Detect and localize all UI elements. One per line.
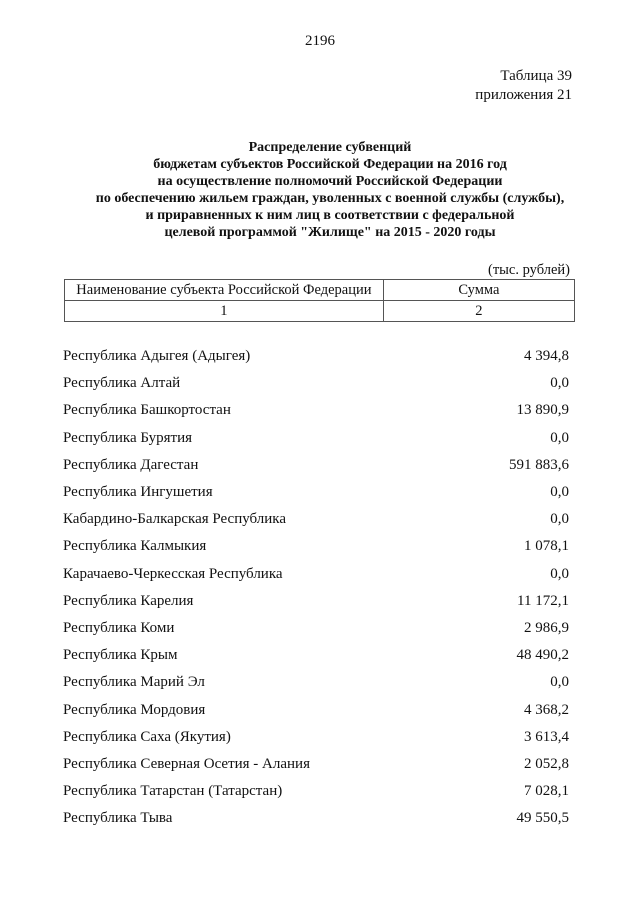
units-label: (тыс. рублей) <box>488 262 570 278</box>
subsidy-amount: 2 052,8 <box>524 756 569 772</box>
region-name: Республика Ингушетия <box>63 484 213 500</box>
page-number: 2196 <box>305 33 335 49</box>
subsidy-amount: 0,0 <box>550 674 569 691</box>
table-reference <box>475 67 572 105</box>
column-number-1: 1 <box>65 301 384 322</box>
region-name: Республика Алтай <box>63 375 181 392</box>
table-row <box>0 479 640 506</box>
subsidy-amount: 0,0 <box>550 511 569 528</box>
title-line: и приравненных к ним лиц в соответствии с федеральной <box>145 208 515 223</box>
region-name: Республика Башкортостан <box>63 402 231 419</box>
subsidy-amount: 0,0 <box>550 375 569 392</box>
subsidy-amount: 2 986,9 <box>524 620 569 636</box>
subsidy-amount: 49 550,5 <box>516 810 569 827</box>
table-row <box>0 506 640 533</box>
region-name: Республика Тыва <box>63 810 173 827</box>
region-name: Республика Карелия <box>63 592 194 609</box>
table-row <box>0 697 640 724</box>
column-number-2: 2 <box>383 301 574 322</box>
header-sum-column: Сумма <box>383 280 574 301</box>
subsidy-amount: 4 368,2 <box>524 701 569 718</box>
subsidy-amount: 11 172,1 <box>517 592 569 609</box>
table-row <box>0 370 640 397</box>
subsidy-amount: 13 890,9 <box>516 402 569 419</box>
subsidy-amount: 0,0 <box>550 484 569 500</box>
region-name: Карачаево-Черкесская Республика <box>63 565 283 582</box>
region-name: Республика Коми <box>63 620 175 636</box>
table-row <box>0 751 640 778</box>
table-row <box>0 343 640 370</box>
title-line: бюджетам субъектов Российской Федерации на 2016 год <box>153 157 507 172</box>
table-row <box>0 561 640 588</box>
column-number-row <box>65 301 575 322</box>
subsidy-amount: 4 394,8 <box>524 348 569 364</box>
region-name: Республика Мордовия <box>63 701 206 718</box>
table-row <box>0 588 640 615</box>
title-line: на осуществление полномочий Российской Федерации <box>157 174 503 189</box>
table-row <box>0 615 640 642</box>
title-line: целевой программой "Жилище" на 2015 - 2020 годы <box>164 225 496 240</box>
subsidy-amount: 3 613,4 <box>524 728 569 745</box>
table-row <box>0 669 640 696</box>
subsidy-amount: 591 883,6 <box>509 456 569 473</box>
table-header <box>64 279 575 322</box>
region-name: Кабардино-Балкарская Республика <box>63 511 287 528</box>
title-line: по обеспечению жильем граждан, уволенных с военной службы (службы), <box>95 191 565 206</box>
subsidy-amount: 7 028,1 <box>524 783 569 800</box>
region-name: Республика Северная Осетия - Алания <box>63 756 310 772</box>
table-row <box>0 642 640 669</box>
region-name: Республика Калмыкия <box>63 538 207 555</box>
document-title <box>40 139 620 241</box>
table-row <box>0 452 640 479</box>
region-name: Республика Адыгея (Адыгея) <box>63 348 251 364</box>
table-row <box>0 533 640 560</box>
region-name: Республика Саха (Якутия) <box>63 728 231 745</box>
table-row <box>0 778 640 805</box>
region-name: Республика Татарстан (Татарстан) <box>63 783 283 800</box>
title-line: Распределение субвенций <box>248 140 412 155</box>
table-row <box>0 805 640 832</box>
subsidy-amount: 0,0 <box>550 565 569 582</box>
region-name: Республика Марий Эл <box>63 674 205 691</box>
header-row <box>65 280 575 301</box>
table-number: Таблица 39 <box>500 68 572 84</box>
region-name: Республика Бурятия <box>63 429 193 446</box>
table-row <box>0 425 640 452</box>
subsidy-amount: 1 078,1 <box>524 538 569 555</box>
subsidy-amount: 48 490,2 <box>516 647 569 664</box>
table-row <box>0 724 640 751</box>
header-name-column: Наименование субъекта Российской Федерации <box>65 280 384 301</box>
table-row <box>0 397 640 424</box>
region-name: Республика Крым <box>63 647 178 664</box>
subsidy-amount: 0,0 <box>550 429 569 446</box>
region-name: Республика Дагестан <box>63 456 199 473</box>
appendix-number: приложения 21 <box>475 87 572 103</box>
